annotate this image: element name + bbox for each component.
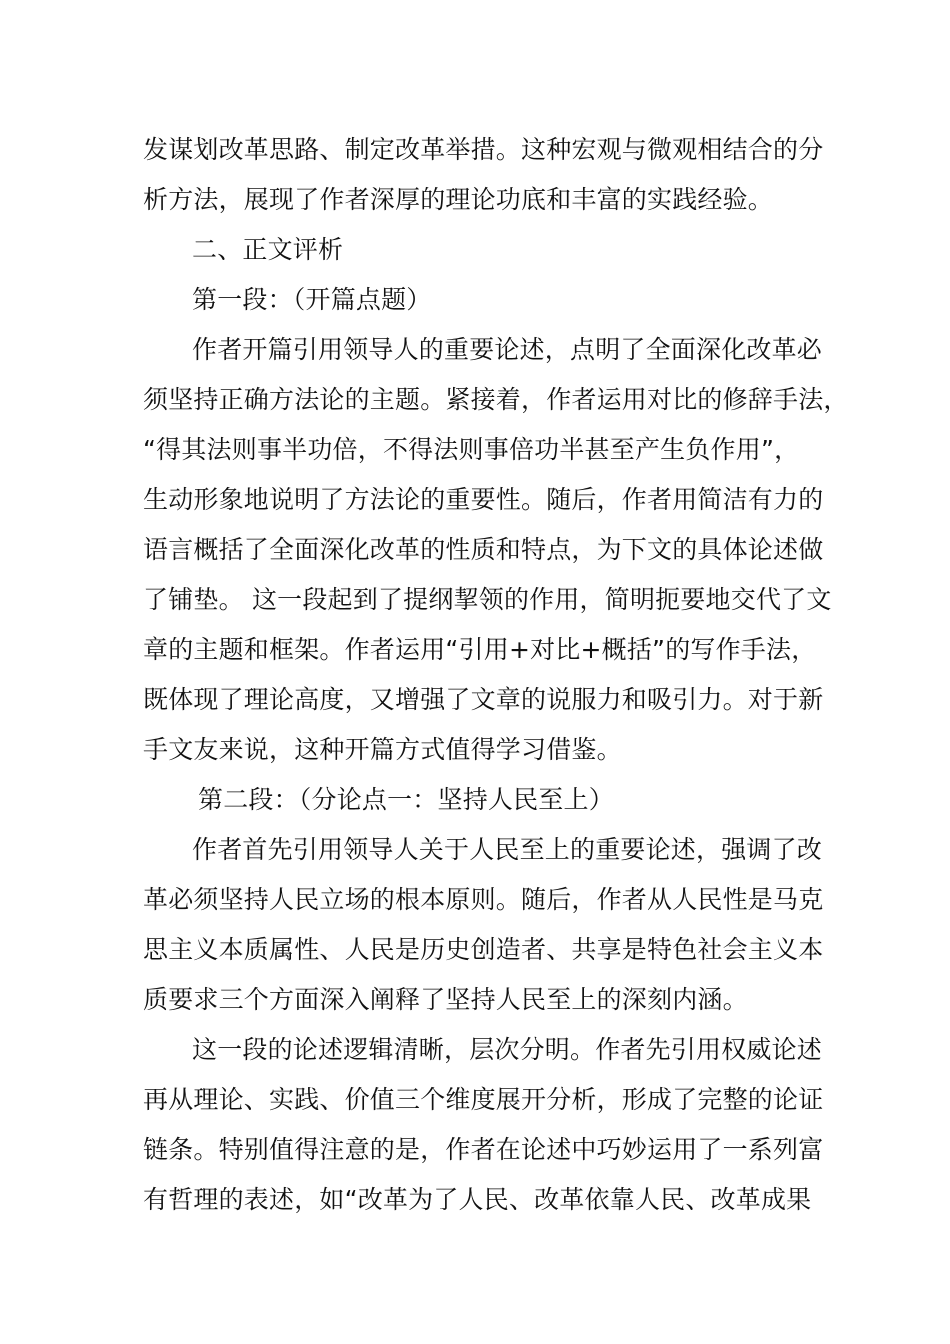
paragraph-line: 作者首先引用领导人关于人民至上的重要论述，强调了改 (192, 835, 823, 864)
subsection-heading: 第一段：（开篇点题） (192, 285, 432, 314)
subsection-heading: 第二段：（分论点一：坚持人民至上） (198, 785, 614, 814)
paragraph-line: 须坚持正确方法论的主题。紧接着，作者运用对比的修辞手法， (143, 385, 849, 414)
paragraph-line: 手文友来说，这种开篇方式值得学习借鉴。 (143, 735, 622, 764)
paragraph-line: 既体现了理论高度，又增强了文章的说服力和吸引力。对于新 (143, 685, 824, 714)
section-heading: 二、正文评析 (192, 235, 344, 264)
paragraph-line: 发谋划改革思路、制定改革举措。这种宏观与微观相结合的分 (143, 135, 824, 164)
paragraph-line: 质要求三个方面深入阐释了坚持人民至上的深刻内涵。 (143, 985, 748, 1014)
paragraph-line: 了铺垫。 这一段起到了提纲挈领的作用，简明扼要地交代了文 (143, 585, 832, 614)
paragraph-line: 析方法，展现了作者深厚的理论功底和丰富的实践经验。 (143, 185, 774, 214)
paragraph-line: 语言概括了全面深化改革的性质和特点，为下文的具体论述做 (143, 535, 824, 564)
paragraph-line: 思主义本质属性、人民是历史创造者、共享是特色社会主义本 (143, 935, 824, 964)
paragraph-line: 这一段的论述逻辑清晰，层次分明。作者先引用权威论述 (192, 1035, 823, 1064)
paragraph-line: 章的主题和框架。作者运用“引用+对比+概括”的写作手法， (143, 635, 817, 664)
paragraph-line: 生动形象地说明了方法论的重要性。随后，作者用简洁有力的 (143, 485, 824, 514)
paragraph-line: 革必须坚持人民立场的根本原则。随后，作者从人民性是马克 (143, 885, 824, 914)
paragraph-line: 链条。特别值得注意的是，作者在论述中巧妙运用了一系列富 (143, 1135, 824, 1164)
paragraph-line: “得其法则事半功倍，不得法则事倍功半甚至产生负作用”， (143, 435, 800, 464)
paragraph-line: 有哲理的表述，如“改革为了人民、改革依靠人民、改革成果 (143, 1185, 812, 1214)
paragraph-line: 作者开篇引用领导人的重要论述，点明了全面深化改革必 (192, 335, 823, 364)
paragraph-line: 再从理论、实践、价值三个维度展开分析，形成了完整的论证 (143, 1085, 824, 1114)
